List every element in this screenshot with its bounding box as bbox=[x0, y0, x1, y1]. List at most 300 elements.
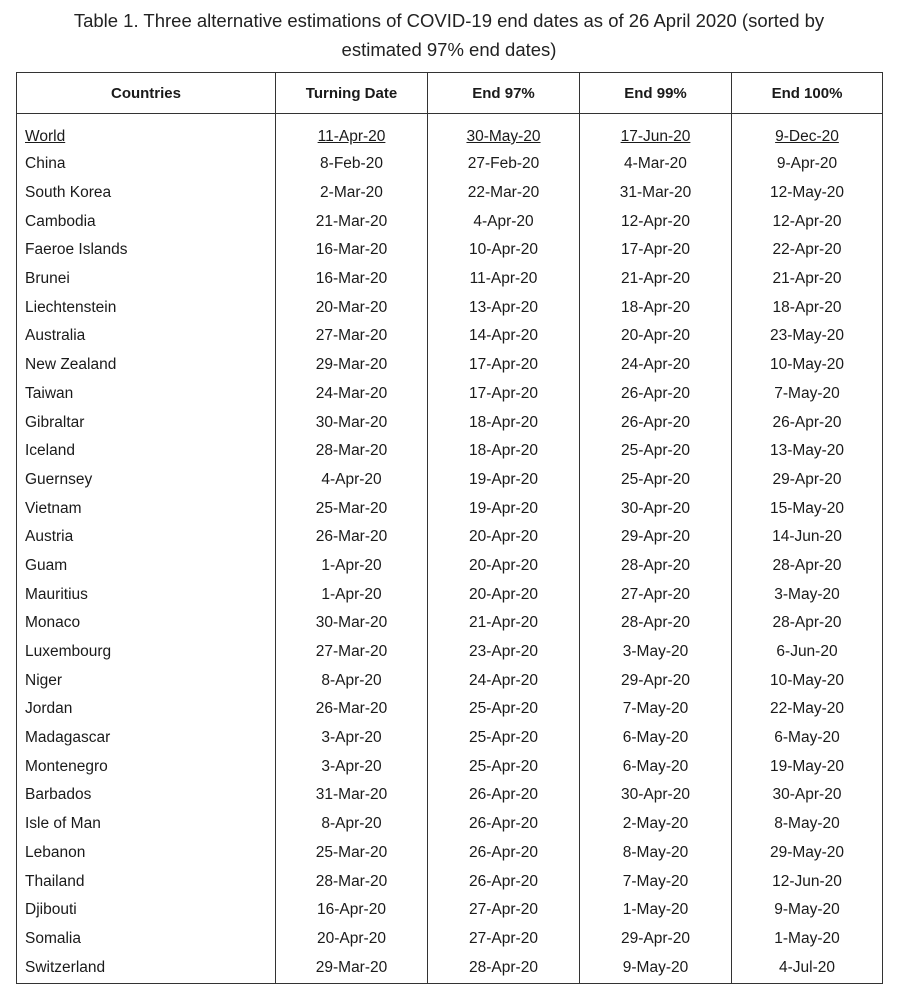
turning-date-cell bbox=[276, 695, 428, 724]
end-97-cell-text: 18-Apr-20 bbox=[469, 442, 538, 460]
table-row bbox=[17, 695, 883, 724]
end-97-cell bbox=[428, 293, 580, 322]
end-99-cell bbox=[580, 781, 732, 810]
end-99-cell-text: 31-Mar-20 bbox=[619, 184, 692, 202]
table-row bbox=[17, 265, 883, 294]
caption-line-2: estimated 97% end dates) bbox=[341, 39, 557, 60]
turning-date-cell-text: 16-Apr-20 bbox=[317, 901, 386, 919]
end-99-cell-text: 12-Apr-20 bbox=[621, 212, 690, 230]
end-97-cell-text: 26-Apr-20 bbox=[469, 815, 538, 833]
end-97-cell bbox=[428, 265, 580, 294]
end-99-cell bbox=[580, 293, 732, 322]
end-99-cell-text: 6-May-20 bbox=[622, 729, 689, 747]
table-row bbox=[17, 839, 883, 868]
country-cell bbox=[17, 408, 276, 437]
end-100-cell-text: 29-Apr-20 bbox=[772, 470, 842, 488]
end-97-cell-text: 27-Feb-20 bbox=[467, 155, 540, 173]
end-97-cell-text: 21-Apr-20 bbox=[469, 614, 538, 632]
country-cell-text: Cambodia bbox=[25, 212, 96, 230]
end-100-cell-text: 23-May-20 bbox=[769, 327, 845, 345]
end-97-cell-text: 28-Apr-20 bbox=[469, 959, 538, 977]
country-cell-text: Brunei bbox=[25, 270, 70, 288]
country-cell bbox=[17, 265, 276, 294]
turning-date-cell bbox=[276, 265, 428, 294]
country-cell-text: Taiwan bbox=[25, 384, 74, 402]
end-100-cell-text: 29-May-20 bbox=[769, 843, 845, 861]
table-row bbox=[17, 752, 883, 781]
table-caption bbox=[0, 6, 898, 64]
end-97-cell-text: 26-Apr-20 bbox=[469, 843, 538, 861]
header-countries: Countries bbox=[17, 73, 276, 114]
end-99-cell bbox=[580, 114, 732, 151]
end-99-cell-text: 24-Apr-20 bbox=[621, 356, 690, 374]
end-100-cell-text: 9-Apr-20 bbox=[776, 155, 838, 173]
country-cell bbox=[17, 494, 276, 523]
country-cell bbox=[17, 236, 276, 265]
end-99-cell bbox=[580, 695, 732, 724]
country-cell-text: Luxembourg bbox=[25, 643, 112, 661]
end-100-cell bbox=[732, 150, 883, 179]
country-cell-text: Liechtenstein bbox=[25, 298, 117, 316]
end-97-cell bbox=[428, 351, 580, 380]
end-100-cell-text: 18-Apr-20 bbox=[772, 298, 842, 316]
end-97-cell bbox=[428, 494, 580, 523]
end-97-cell bbox=[428, 114, 580, 151]
end-100-cell-text: 21-Apr-20 bbox=[772, 270, 842, 288]
country-cell bbox=[17, 580, 276, 609]
end-97-cell-text: 19-Apr-20 bbox=[469, 470, 538, 488]
table-row bbox=[17, 380, 883, 409]
end-100-cell bbox=[732, 322, 883, 351]
end-99-cell bbox=[580, 179, 732, 208]
end-97-cell bbox=[428, 150, 580, 179]
end-99-cell bbox=[580, 437, 732, 466]
end-100-cell-text: 22-Apr-20 bbox=[772, 241, 842, 259]
end-97-cell-text: 26-Apr-20 bbox=[469, 786, 538, 804]
end-99-cell bbox=[580, 380, 732, 409]
turning-date-cell-text: 27-Mar-20 bbox=[315, 643, 388, 661]
turning-date-cell-text: 26-Mar-20 bbox=[315, 700, 388, 718]
end-99-cell-text: 29-Apr-20 bbox=[621, 929, 690, 947]
end-97-cell-text: 22-Mar-20 bbox=[467, 184, 540, 202]
end-97-cell-text: 18-Apr-20 bbox=[469, 413, 538, 431]
end-97-cell bbox=[428, 236, 580, 265]
end-100-cell-text: 30-Apr-20 bbox=[772, 786, 842, 804]
end-100-cell bbox=[732, 867, 883, 896]
end-100-cell-text: 12-Apr-20 bbox=[772, 212, 842, 230]
turning-date-cell bbox=[276, 810, 428, 839]
end-100-cell-text: 9-Dec-20 bbox=[775, 128, 839, 145]
end-100-cell-text: 8-May-20 bbox=[774, 815, 840, 833]
country-cell-text: Thailand bbox=[25, 872, 85, 890]
table-body bbox=[17, 114, 883, 984]
turning-date-cell bbox=[276, 638, 428, 667]
country-cell-text: Australia bbox=[25, 327, 86, 345]
country-cell bbox=[17, 609, 276, 638]
turning-date-cell-text: 1-Apr-20 bbox=[321, 556, 382, 574]
turning-date-cell-text: 11-Apr-20 bbox=[317, 128, 386, 145]
end-100-cell bbox=[732, 265, 883, 294]
table-row bbox=[17, 781, 883, 810]
end-99-cell-text: 7-May-20 bbox=[622, 700, 689, 718]
end-100-cell-text: 22-May-20 bbox=[769, 700, 845, 718]
end-100-cell bbox=[732, 351, 883, 380]
country-cell bbox=[17, 114, 276, 151]
end-97-cell bbox=[428, 437, 580, 466]
turning-date-cell-text: 29-Mar-20 bbox=[315, 356, 388, 374]
header-row bbox=[17, 73, 883, 114]
end-99-cell-text: 30-Apr-20 bbox=[621, 499, 690, 517]
country-cell-text: Vietnam bbox=[25, 499, 82, 517]
end-99-cell bbox=[580, 752, 732, 781]
turning-date-cell bbox=[276, 925, 428, 954]
end-97-cell-text: 10-Apr-20 bbox=[469, 241, 538, 259]
country-cell bbox=[17, 293, 276, 322]
turning-date-cell bbox=[276, 724, 428, 753]
end-97-cell-text: 27-Apr-20 bbox=[469, 901, 538, 919]
end-100-cell bbox=[732, 724, 883, 753]
end-100-cell-text: 1-May-20 bbox=[774, 929, 840, 947]
end-100-cell-text: 28-Apr-20 bbox=[772, 614, 842, 632]
end-97-cell-text: 17-Apr-20 bbox=[469, 356, 538, 374]
turning-date-cell-text: 2-Mar-20 bbox=[320, 184, 383, 202]
end-97-cell bbox=[428, 580, 580, 609]
country-cell-text: Guam bbox=[25, 556, 68, 574]
country-cell-text: Monaco bbox=[25, 614, 81, 632]
country-cell-text: Isle of Man bbox=[25, 815, 101, 833]
end-97-cell-text: 24-Apr-20 bbox=[469, 671, 538, 689]
end-99-cell-text: 30-Apr-20 bbox=[621, 786, 690, 804]
country-cell-text: South Korea bbox=[25, 184, 112, 202]
turning-date-cell-text: 31-Mar-20 bbox=[315, 786, 388, 804]
turning-date-cell-text: 30-Mar-20 bbox=[315, 614, 388, 632]
end-100-cell bbox=[732, 552, 883, 581]
end-99-cell bbox=[580, 207, 732, 236]
end-97-cell-text: 13-Apr-20 bbox=[469, 298, 538, 316]
end-97-cell-text: 14-Apr-20 bbox=[469, 327, 538, 345]
end-100-cell bbox=[732, 466, 883, 495]
end-99-cell-text: 17-Apr-20 bbox=[621, 241, 690, 259]
end-97-cell-text: 4-Apr-20 bbox=[473, 212, 534, 230]
table-row bbox=[17, 810, 883, 839]
end-99-cell-text: 4-Mar-20 bbox=[624, 155, 687, 173]
end-99-cell-text: 25-Apr-20 bbox=[621, 470, 690, 488]
end-99-cell-text: 26-Apr-20 bbox=[621, 384, 690, 402]
end-97-cell bbox=[428, 810, 580, 839]
end-100-cell-text: 9-May-20 bbox=[774, 901, 840, 919]
table-row bbox=[17, 351, 883, 380]
turning-date-cell bbox=[276, 523, 428, 552]
turning-date-cell bbox=[276, 322, 428, 351]
end-99-cell-text: 18-Apr-20 bbox=[621, 298, 690, 316]
country-cell-text: China bbox=[25, 155, 66, 173]
turning-date-cell bbox=[276, 752, 428, 781]
turning-date-cell-text: 16-Mar-20 bbox=[315, 270, 388, 288]
turning-date-cell bbox=[276, 179, 428, 208]
country-cell bbox=[17, 466, 276, 495]
end-97-cell bbox=[428, 724, 580, 753]
turning-date-cell bbox=[276, 466, 428, 495]
end-100-cell bbox=[732, 810, 883, 839]
turning-date-cell-text: 8-Apr-20 bbox=[321, 815, 382, 833]
turning-date-cell bbox=[276, 867, 428, 896]
header-end-99: End 99% bbox=[580, 73, 732, 114]
end-99-cell bbox=[580, 666, 732, 695]
country-cell bbox=[17, 207, 276, 236]
turning-date-cell-text: 4-Apr-20 bbox=[321, 470, 382, 488]
turning-date-cell-text: 21-Mar-20 bbox=[315, 212, 388, 230]
caption-line-1: Table 1. Three alternative estimations of COVID-19 end dates as of 26 April 2020 (sorted by bbox=[73, 10, 825, 31]
end-100-cell bbox=[732, 293, 883, 322]
end-97-cell-text: 11-Apr-20 bbox=[469, 270, 538, 288]
table-row bbox=[17, 114, 883, 151]
table-row bbox=[17, 580, 883, 609]
end-100-cell bbox=[732, 580, 883, 609]
turning-date-cell-text: 1-Apr-20 bbox=[321, 585, 382, 603]
end-99-cell bbox=[580, 724, 732, 753]
table-row bbox=[17, 953, 883, 984]
country-cell-text: World bbox=[25, 128, 66, 145]
country-cell-text: Barbados bbox=[25, 786, 92, 804]
end-100-cell bbox=[732, 179, 883, 208]
end-97-cell bbox=[428, 839, 580, 868]
end-100-cell bbox=[732, 925, 883, 954]
end-99-cell-text: 21-Apr-20 bbox=[621, 270, 690, 288]
end-99-cell-text: 25-Apr-20 bbox=[621, 442, 690, 460]
country-cell-text: Gibraltar bbox=[25, 413, 85, 431]
country-cell bbox=[17, 322, 276, 351]
table-row bbox=[17, 179, 883, 208]
turning-date-cell bbox=[276, 896, 428, 925]
end-100-cell bbox=[732, 207, 883, 236]
end-97-cell bbox=[428, 523, 580, 552]
end-100-cell-text: 6-Jun-20 bbox=[776, 643, 838, 661]
header-end-100: End 100% bbox=[732, 73, 883, 114]
end-97-cell-text: 17-Apr-20 bbox=[469, 384, 538, 402]
country-cell bbox=[17, 695, 276, 724]
end-99-cell-text: 8-May-20 bbox=[622, 843, 689, 861]
end-100-cell bbox=[732, 380, 883, 409]
end-99-cell bbox=[580, 552, 732, 581]
end-100-cell bbox=[732, 114, 883, 151]
end-97-cell bbox=[428, 380, 580, 409]
end-100-cell-text: 10-May-20 bbox=[769, 671, 845, 689]
country-cell bbox=[17, 781, 276, 810]
end-97-cell bbox=[428, 695, 580, 724]
turning-date-cell-text: 3-Apr-20 bbox=[321, 729, 382, 747]
country-cell bbox=[17, 150, 276, 179]
country-cell bbox=[17, 380, 276, 409]
end-100-cell bbox=[732, 638, 883, 667]
end-99-cell bbox=[580, 925, 732, 954]
turning-date-cell bbox=[276, 552, 428, 581]
end-99-cell bbox=[580, 322, 732, 351]
end-100-cell bbox=[732, 523, 883, 552]
end-97-cell bbox=[428, 867, 580, 896]
country-cell-text: Austria bbox=[25, 528, 74, 546]
end-97-cell-text: 25-Apr-20 bbox=[469, 757, 538, 775]
country-cell-text: Niger bbox=[25, 671, 63, 689]
table-row bbox=[17, 867, 883, 896]
turning-date-cell bbox=[276, 781, 428, 810]
end-99-cell-text: 29-Apr-20 bbox=[621, 528, 690, 546]
end-99-cell bbox=[580, 265, 732, 294]
end-99-cell bbox=[580, 494, 732, 523]
end-99-cell-text: 28-Apr-20 bbox=[621, 614, 690, 632]
turning-date-cell-text: 30-Mar-20 bbox=[315, 413, 388, 431]
end-100-cell-text: 28-Apr-20 bbox=[772, 556, 842, 574]
country-cell bbox=[17, 351, 276, 380]
end-97-cell-text: 26-Apr-20 bbox=[469, 872, 538, 890]
end-97-cell-text: 19-Apr-20 bbox=[469, 499, 538, 517]
end-97-cell bbox=[428, 408, 580, 437]
turning-date-cell bbox=[276, 580, 428, 609]
country-cell bbox=[17, 552, 276, 581]
turning-date-cell bbox=[276, 207, 428, 236]
turning-date-cell-text: 20-Mar-20 bbox=[315, 298, 388, 316]
end-100-cell-text: 19-May-20 bbox=[769, 757, 845, 775]
country-cell-text: Madagascar bbox=[25, 729, 111, 747]
country-cell bbox=[17, 896, 276, 925]
table-row bbox=[17, 207, 883, 236]
end-99-cell-text: 20-Apr-20 bbox=[621, 327, 690, 345]
end-100-cell-text: 12-Jun-20 bbox=[772, 872, 842, 890]
turning-date-cell bbox=[276, 380, 428, 409]
end-99-cell-text: 27-Apr-20 bbox=[621, 585, 690, 603]
end-97-cell bbox=[428, 552, 580, 581]
table-row bbox=[17, 494, 883, 523]
end-99-cell bbox=[580, 810, 732, 839]
country-cell bbox=[17, 437, 276, 466]
end-100-cell bbox=[732, 752, 883, 781]
end-97-cell bbox=[428, 953, 580, 984]
turning-date-cell-text: 20-Apr-20 bbox=[317, 929, 386, 947]
end-99-cell-text: 28-Apr-20 bbox=[621, 556, 690, 574]
turning-date-cell-text: 3-Apr-20 bbox=[321, 757, 382, 775]
end-100-cell-text: 14-Jun-20 bbox=[772, 528, 842, 546]
end-99-cell bbox=[580, 638, 732, 667]
end-99-cell-text: 26-Apr-20 bbox=[621, 413, 690, 431]
end-99-cell-text: 17-Jun-20 bbox=[620, 128, 691, 145]
end-100-cell bbox=[732, 437, 883, 466]
end-99-cell bbox=[580, 523, 732, 552]
end-97-cell-text: 30-May-20 bbox=[466, 128, 541, 145]
country-cell bbox=[17, 638, 276, 667]
turning-date-cell-text: 28-Mar-20 bbox=[315, 872, 388, 890]
end-97-cell bbox=[428, 666, 580, 695]
end-99-cell-text: 7-May-20 bbox=[622, 872, 689, 890]
table-row bbox=[17, 150, 883, 179]
table-row bbox=[17, 925, 883, 954]
country-cell-text: New Zealand bbox=[25, 356, 117, 374]
end-100-cell bbox=[732, 781, 883, 810]
end-100-cell-text: 7-May-20 bbox=[774, 384, 840, 402]
turning-date-cell-text: 8-Apr-20 bbox=[321, 671, 382, 689]
end-97-cell bbox=[428, 322, 580, 351]
country-cell bbox=[17, 724, 276, 753]
table-row bbox=[17, 523, 883, 552]
country-cell-text: Somalia bbox=[25, 929, 81, 947]
end-99-cell-text: 3-May-20 bbox=[622, 643, 689, 661]
turning-date-cell bbox=[276, 953, 428, 984]
covid-end-dates-table bbox=[16, 72, 883, 984]
table-row bbox=[17, 408, 883, 437]
country-cell bbox=[17, 810, 276, 839]
turning-date-cell bbox=[276, 666, 428, 695]
end-99-cell bbox=[580, 896, 732, 925]
end-100-cell-text: 13-May-20 bbox=[769, 442, 845, 460]
end-99-cell bbox=[580, 953, 732, 984]
header-turning-date: Turning Date bbox=[276, 73, 428, 114]
country-cell bbox=[17, 839, 276, 868]
end-100-cell bbox=[732, 896, 883, 925]
table-row bbox=[17, 896, 883, 925]
country-cell bbox=[17, 953, 276, 984]
country-cell-text: Montenegro bbox=[25, 757, 108, 775]
end-97-cell bbox=[428, 781, 580, 810]
end-97-cell bbox=[428, 609, 580, 638]
end-99-cell bbox=[580, 867, 732, 896]
end-100-cell-text: 3-May-20 bbox=[774, 585, 840, 603]
end-99-cell bbox=[580, 839, 732, 868]
country-cell bbox=[17, 666, 276, 695]
turning-date-cell-text: 29-Mar-20 bbox=[315, 959, 388, 977]
end-99-cell bbox=[580, 351, 732, 380]
end-99-cell-text: 6-May-20 bbox=[622, 757, 689, 775]
turning-date-cell-text: 25-Mar-20 bbox=[315, 843, 388, 861]
turning-date-cell bbox=[276, 293, 428, 322]
end-99-cell-text: 9-May-20 bbox=[622, 959, 689, 977]
end-97-cell-text: 23-Apr-20 bbox=[469, 643, 538, 661]
end-97-cell bbox=[428, 896, 580, 925]
country-cell bbox=[17, 752, 276, 781]
end-97-cell-text: 20-Apr-20 bbox=[469, 556, 538, 574]
end-97-cell-text: 20-Apr-20 bbox=[469, 585, 538, 603]
end-100-cell-text: 12-May-20 bbox=[769, 184, 845, 202]
end-97-cell bbox=[428, 466, 580, 495]
country-cell-text: Mauritius bbox=[25, 585, 88, 603]
country-cell-text: Jordan bbox=[25, 700, 73, 718]
end-100-cell bbox=[732, 666, 883, 695]
end-100-cell-text: 26-Apr-20 bbox=[772, 413, 842, 431]
end-100-cell bbox=[732, 408, 883, 437]
turning-date-cell-text: 16-Mar-20 bbox=[315, 241, 388, 259]
turning-date-cell-text: 27-Mar-20 bbox=[315, 327, 388, 345]
country-cell-text: Faeroe Islands bbox=[25, 241, 128, 259]
end-100-cell-text: 15-May-20 bbox=[769, 499, 845, 517]
turning-date-cell-text: 24-Mar-20 bbox=[315, 384, 388, 402]
end-97-cell-text: 20-Apr-20 bbox=[469, 528, 538, 546]
turning-date-cell bbox=[276, 351, 428, 380]
turning-date-cell bbox=[276, 609, 428, 638]
table-row bbox=[17, 437, 883, 466]
table-row bbox=[17, 609, 883, 638]
end-97-cell bbox=[428, 638, 580, 667]
end-99-cell-text: 1-May-20 bbox=[622, 901, 689, 919]
table-row bbox=[17, 236, 883, 265]
end-99-cell bbox=[580, 150, 732, 179]
country-cell-text: Djibouti bbox=[25, 901, 77, 919]
table-row bbox=[17, 293, 883, 322]
turning-date-cell-text: 8-Feb-20 bbox=[320, 155, 383, 173]
end-99-cell bbox=[580, 580, 732, 609]
turning-date-cell bbox=[276, 114, 428, 151]
end-99-cell-text: 29-Apr-20 bbox=[621, 671, 690, 689]
table-row bbox=[17, 724, 883, 753]
turning-date-cell bbox=[276, 236, 428, 265]
end-100-cell bbox=[732, 695, 883, 724]
end-100-cell bbox=[732, 609, 883, 638]
